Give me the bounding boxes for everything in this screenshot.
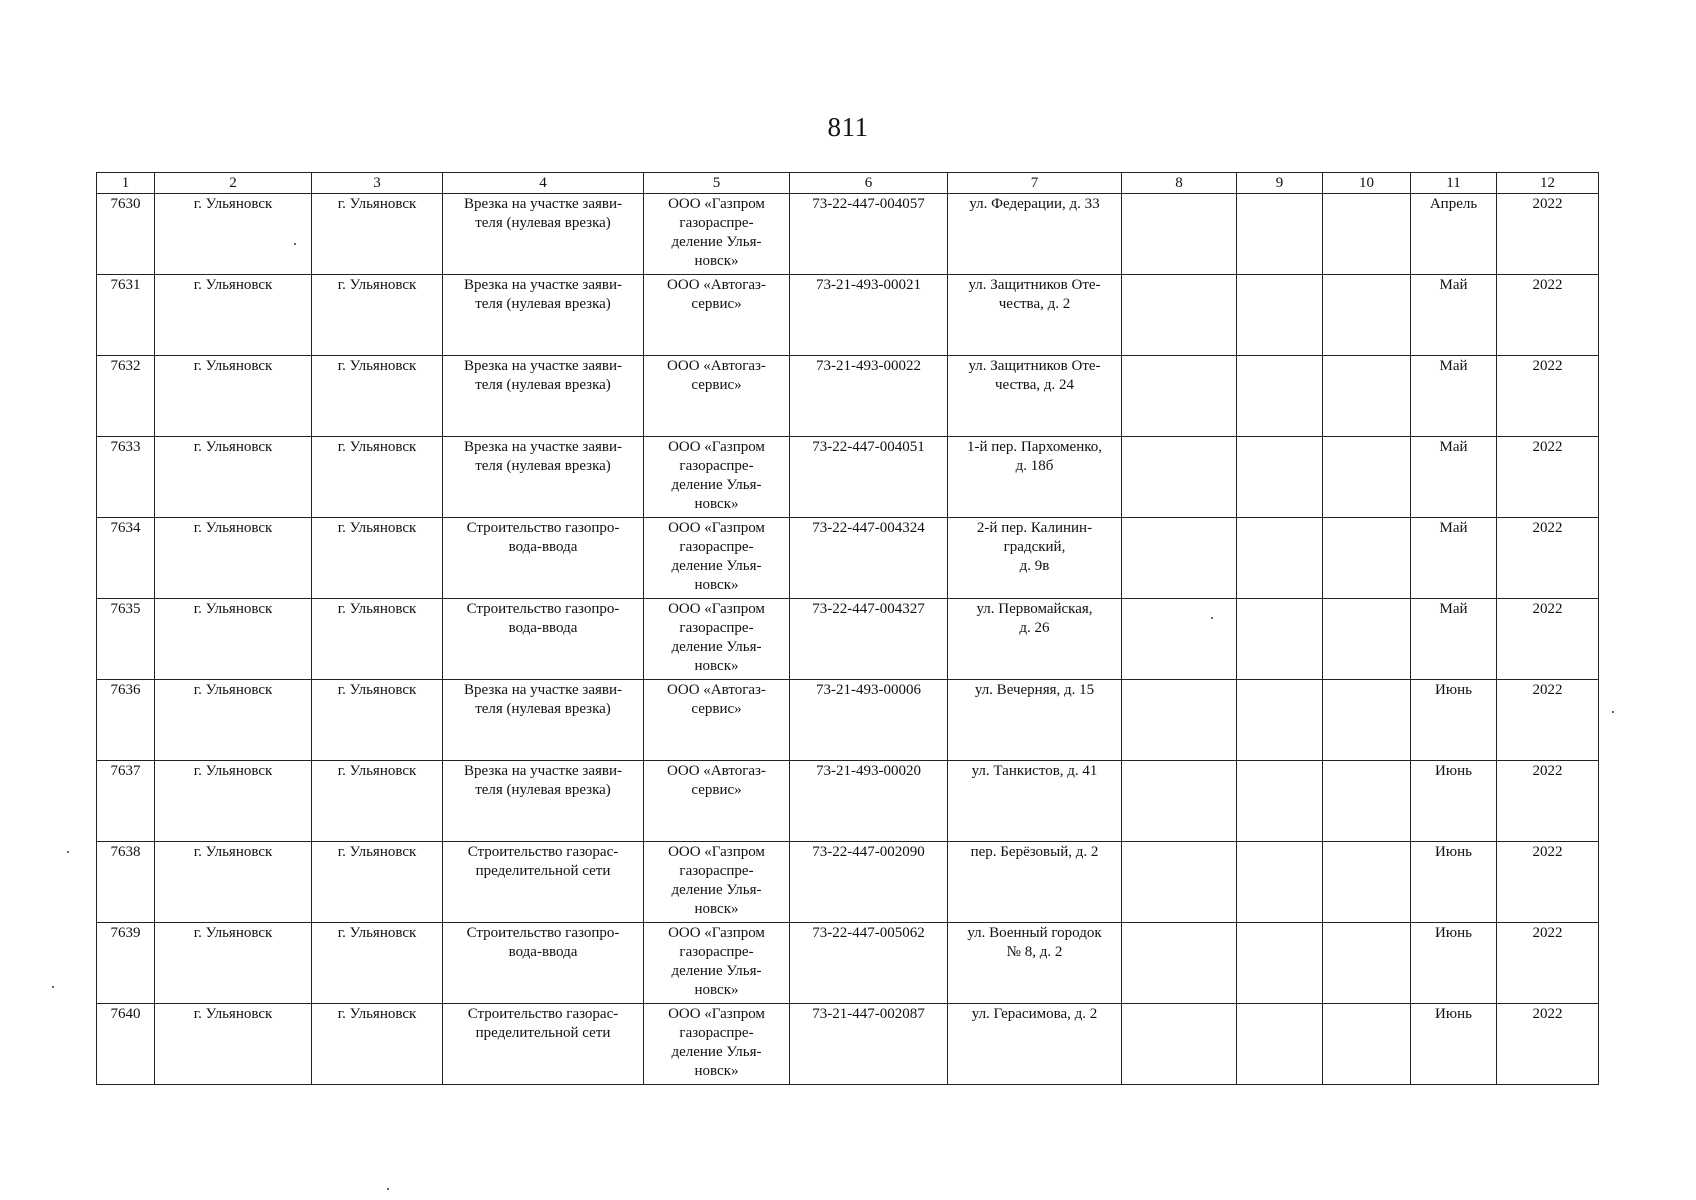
column-8-cell <box>1122 761 1237 842</box>
scan-speck <box>1612 711 1614 713</box>
object-code-cell: 73-21-447-002087 <box>790 1004 948 1085</box>
object-code-cell: 73-21-493-00021 <box>790 275 948 356</box>
address-cell: ул. Федерации, д. 33 <box>948 194 1122 275</box>
year-cell: 2022 <box>1497 923 1599 1004</box>
district-cell: г. Ульяновск <box>155 761 312 842</box>
column-10-cell <box>1323 437 1411 518</box>
table-row <box>97 1004 1599 1085</box>
registry-table <box>96 172 1599 1085</box>
column-header: 9 <box>1237 173 1323 194</box>
organization-cell: ООО «Автогаз- сервис» <box>644 680 790 761</box>
settlement-cell: г. Ульяновск <box>312 437 443 518</box>
district-cell: г. Ульяновск <box>155 923 312 1004</box>
district-cell: г. Ульяновск <box>155 194 312 275</box>
month-cell: Июнь <box>1411 842 1497 923</box>
column-10-cell <box>1323 761 1411 842</box>
month-cell: Апрель <box>1411 194 1497 275</box>
scan-speck <box>294 243 296 245</box>
table-row <box>97 518 1599 599</box>
year-cell: 2022 <box>1497 680 1599 761</box>
work-type-cell: Строительство газорас- пределительной сети <box>443 1004 644 1085</box>
object-code-cell: 73-21-493-00006 <box>790 680 948 761</box>
object-code-cell: 73-22-447-004324 <box>790 518 948 599</box>
address-cell: ул. Танкистов, д. 41 <box>948 761 1122 842</box>
work-type-cell: Строительство газорас- пределительной сети <box>443 842 644 923</box>
column-10-cell <box>1323 923 1411 1004</box>
object-code-cell: 73-22-447-004051 <box>790 437 948 518</box>
column-8-cell <box>1122 680 1237 761</box>
work-type-cell: Врезка на участке заяви- теля (нулевая врезка) <box>443 356 644 437</box>
scan-speck <box>387 1188 389 1190</box>
settlement-cell: г. Ульяновск <box>312 761 443 842</box>
column-9-cell <box>1237 356 1323 437</box>
column-header: 10 <box>1323 173 1411 194</box>
table-row <box>97 437 1599 518</box>
address-cell: ул. Военный городок № 8, д. 2 <box>948 923 1122 1004</box>
work-type-cell: Строительство газопро- вода-ввода <box>443 923 644 1004</box>
object-code-cell: 73-21-493-00020 <box>790 761 948 842</box>
table-row <box>97 356 1599 437</box>
column-9-cell <box>1237 518 1323 599</box>
row-number-cell: 7633 <box>97 437 155 518</box>
work-type-cell: Врезка на участке заяви- теля (нулевая врезка) <box>443 275 644 356</box>
organization-cell: ООО «Газпром газораспре- деление Улья- новск» <box>644 599 790 680</box>
column-8-cell <box>1122 194 1237 275</box>
settlement-cell: г. Ульяновск <box>312 1004 443 1085</box>
month-cell: Май <box>1411 599 1497 680</box>
column-10-cell <box>1323 680 1411 761</box>
district-cell: г. Ульяновск <box>155 275 312 356</box>
month-cell: Июнь <box>1411 761 1497 842</box>
address-cell: ул. Защитников Оте- чества, д. 2 <box>948 275 1122 356</box>
address-cell: 2-й пер. Калинин- градский, д. 9в <box>948 518 1122 599</box>
month-cell: Май <box>1411 275 1497 356</box>
column-9-cell <box>1237 923 1323 1004</box>
month-cell: Июнь <box>1411 923 1497 1004</box>
column-9-cell <box>1237 761 1323 842</box>
month-cell: Июнь <box>1411 680 1497 761</box>
district-cell: г. Ульяновск <box>155 1004 312 1085</box>
column-8-cell <box>1122 275 1237 356</box>
column-9-cell <box>1237 275 1323 356</box>
work-type-cell: Строительство газопро- вода-ввода <box>443 599 644 680</box>
settlement-cell: г. Ульяновск <box>312 356 443 437</box>
column-8-cell <box>1122 923 1237 1004</box>
scan-speck <box>67 851 69 853</box>
scan-speck <box>52 986 54 988</box>
column-header: 12 <box>1497 173 1599 194</box>
settlement-cell: г. Ульяновск <box>312 599 443 680</box>
column-8-cell <box>1122 599 1237 680</box>
year-cell: 2022 <box>1497 437 1599 518</box>
row-number-cell: 7637 <box>97 761 155 842</box>
district-cell: г. Ульяновск <box>155 518 312 599</box>
table-row <box>97 275 1599 356</box>
organization-cell: ООО «Газпром газораспре- деление Улья- новск» <box>644 437 790 518</box>
year-cell: 2022 <box>1497 194 1599 275</box>
work-type-cell: Врезка на участке заяви- теля (нулевая врезка) <box>443 437 644 518</box>
district-cell: г. Ульяновск <box>155 680 312 761</box>
column-10-cell <box>1323 518 1411 599</box>
page-number: 811 <box>827 112 869 142</box>
address-cell: 1-й пер. Пархоменко, д. 18б <box>948 437 1122 518</box>
column-10-cell <box>1323 599 1411 680</box>
table-header-row <box>97 173 1599 194</box>
column-9-cell <box>1237 437 1323 518</box>
column-header: 2 <box>155 173 312 194</box>
organization-cell: ООО «Газпром газораспре- деление Улья- новск» <box>644 1004 790 1085</box>
column-9-cell <box>1237 680 1323 761</box>
column-8-cell <box>1122 437 1237 518</box>
row-number-cell: 7639 <box>97 923 155 1004</box>
row-number-cell: 7636 <box>97 680 155 761</box>
district-cell: г. Ульяновск <box>155 437 312 518</box>
month-cell: Май <box>1411 437 1497 518</box>
settlement-cell: г. Ульяновск <box>312 518 443 599</box>
column-8-cell <box>1122 842 1237 923</box>
year-cell: 2022 <box>1497 356 1599 437</box>
organization-cell: ООО «Газпром газораспре- деление Улья- новск» <box>644 194 790 275</box>
address-cell: ул. Первомайская, д. 26 <box>948 599 1122 680</box>
work-type-cell: Строительство газопро- вода-ввода <box>443 518 644 599</box>
column-10-cell <box>1323 194 1411 275</box>
work-type-cell: Врезка на участке заяви- теля (нулевая врезка) <box>443 680 644 761</box>
row-number-cell: 7640 <box>97 1004 155 1085</box>
object-code-cell: 73-22-447-004327 <box>790 599 948 680</box>
column-header: 8 <box>1122 173 1237 194</box>
organization-cell: ООО «Газпром газораспре- деление Улья- новск» <box>644 923 790 1004</box>
column-9-cell <box>1237 1004 1323 1085</box>
organization-cell: ООО «Автогаз- сервис» <box>644 275 790 356</box>
table-row <box>97 761 1599 842</box>
settlement-cell: г. Ульяновск <box>312 923 443 1004</box>
organization-cell: ООО «Автогаз- сервис» <box>644 356 790 437</box>
row-number-cell: 7638 <box>97 842 155 923</box>
scan-speck <box>1211 617 1213 619</box>
column-9-cell <box>1237 194 1323 275</box>
settlement-cell: г. Ульяновск <box>312 842 443 923</box>
month-cell: Май <box>1411 356 1497 437</box>
column-header: 1 <box>97 173 155 194</box>
month-cell: Май <box>1411 518 1497 599</box>
object-code-cell: 73-22-447-005062 <box>790 923 948 1004</box>
organization-cell: ООО «Автогаз- сервис» <box>644 761 790 842</box>
column-10-cell <box>1323 356 1411 437</box>
column-header: 3 <box>312 173 443 194</box>
column-header: 7 <box>948 173 1122 194</box>
address-cell: ул. Герасимова, д. 2 <box>948 1004 1122 1085</box>
year-cell: 2022 <box>1497 761 1599 842</box>
column-10-cell <box>1323 1004 1411 1085</box>
row-number-cell: 7630 <box>97 194 155 275</box>
row-number-cell: 7631 <box>97 275 155 356</box>
column-8-cell <box>1122 1004 1237 1085</box>
district-cell: г. Ульяновск <box>155 842 312 923</box>
settlement-cell: г. Ульяновск <box>312 194 443 275</box>
year-cell: 2022 <box>1497 842 1599 923</box>
year-cell: 2022 <box>1497 1004 1599 1085</box>
table-row <box>97 842 1599 923</box>
year-cell: 2022 <box>1497 275 1599 356</box>
table-row <box>97 194 1599 275</box>
column-header: 5 <box>644 173 790 194</box>
column-8-cell <box>1122 356 1237 437</box>
table-row <box>97 680 1599 761</box>
column-header: 11 <box>1411 173 1497 194</box>
column-10-cell <box>1323 842 1411 923</box>
column-10-cell <box>1323 275 1411 356</box>
table-row <box>97 599 1599 680</box>
settlement-cell: г. Ульяновск <box>312 275 443 356</box>
object-code-cell: 73-22-447-004057 <box>790 194 948 275</box>
object-code-cell: 73-21-493-00022 <box>790 356 948 437</box>
address-cell: ул. Защитников Оте- чества, д. 24 <box>948 356 1122 437</box>
row-number-cell: 7632 <box>97 356 155 437</box>
column-8-cell <box>1122 518 1237 599</box>
district-cell: г. Ульяновск <box>155 356 312 437</box>
work-type-cell: Врезка на участке заяви- теля (нулевая врезка) <box>443 761 644 842</box>
work-type-cell: Врезка на участке заяви- теля (нулевая врезка) <box>443 194 644 275</box>
district-cell: г. Ульяновск <box>155 599 312 680</box>
year-cell: 2022 <box>1497 599 1599 680</box>
row-number-cell: 7635 <box>97 599 155 680</box>
month-cell: Июнь <box>1411 1004 1497 1085</box>
column-9-cell <box>1237 599 1323 680</box>
settlement-cell: г. Ульяновск <box>312 680 443 761</box>
address-cell: пер. Берёзовый, д. 2 <box>948 842 1122 923</box>
organization-cell: ООО «Газпром газораспре- деление Улья- новск» <box>644 842 790 923</box>
organization-cell: ООО «Газпром газораспре- деление Улья- новск» <box>644 518 790 599</box>
object-code-cell: 73-22-447-002090 <box>790 842 948 923</box>
year-cell: 2022 <box>1497 518 1599 599</box>
table-row <box>97 923 1599 1004</box>
column-header: 4 <box>443 173 644 194</box>
column-9-cell <box>1237 842 1323 923</box>
column-header: 6 <box>790 173 948 194</box>
row-number-cell: 7634 <box>97 518 155 599</box>
address-cell: ул. Вечерняя, д. 15 <box>948 680 1122 761</box>
